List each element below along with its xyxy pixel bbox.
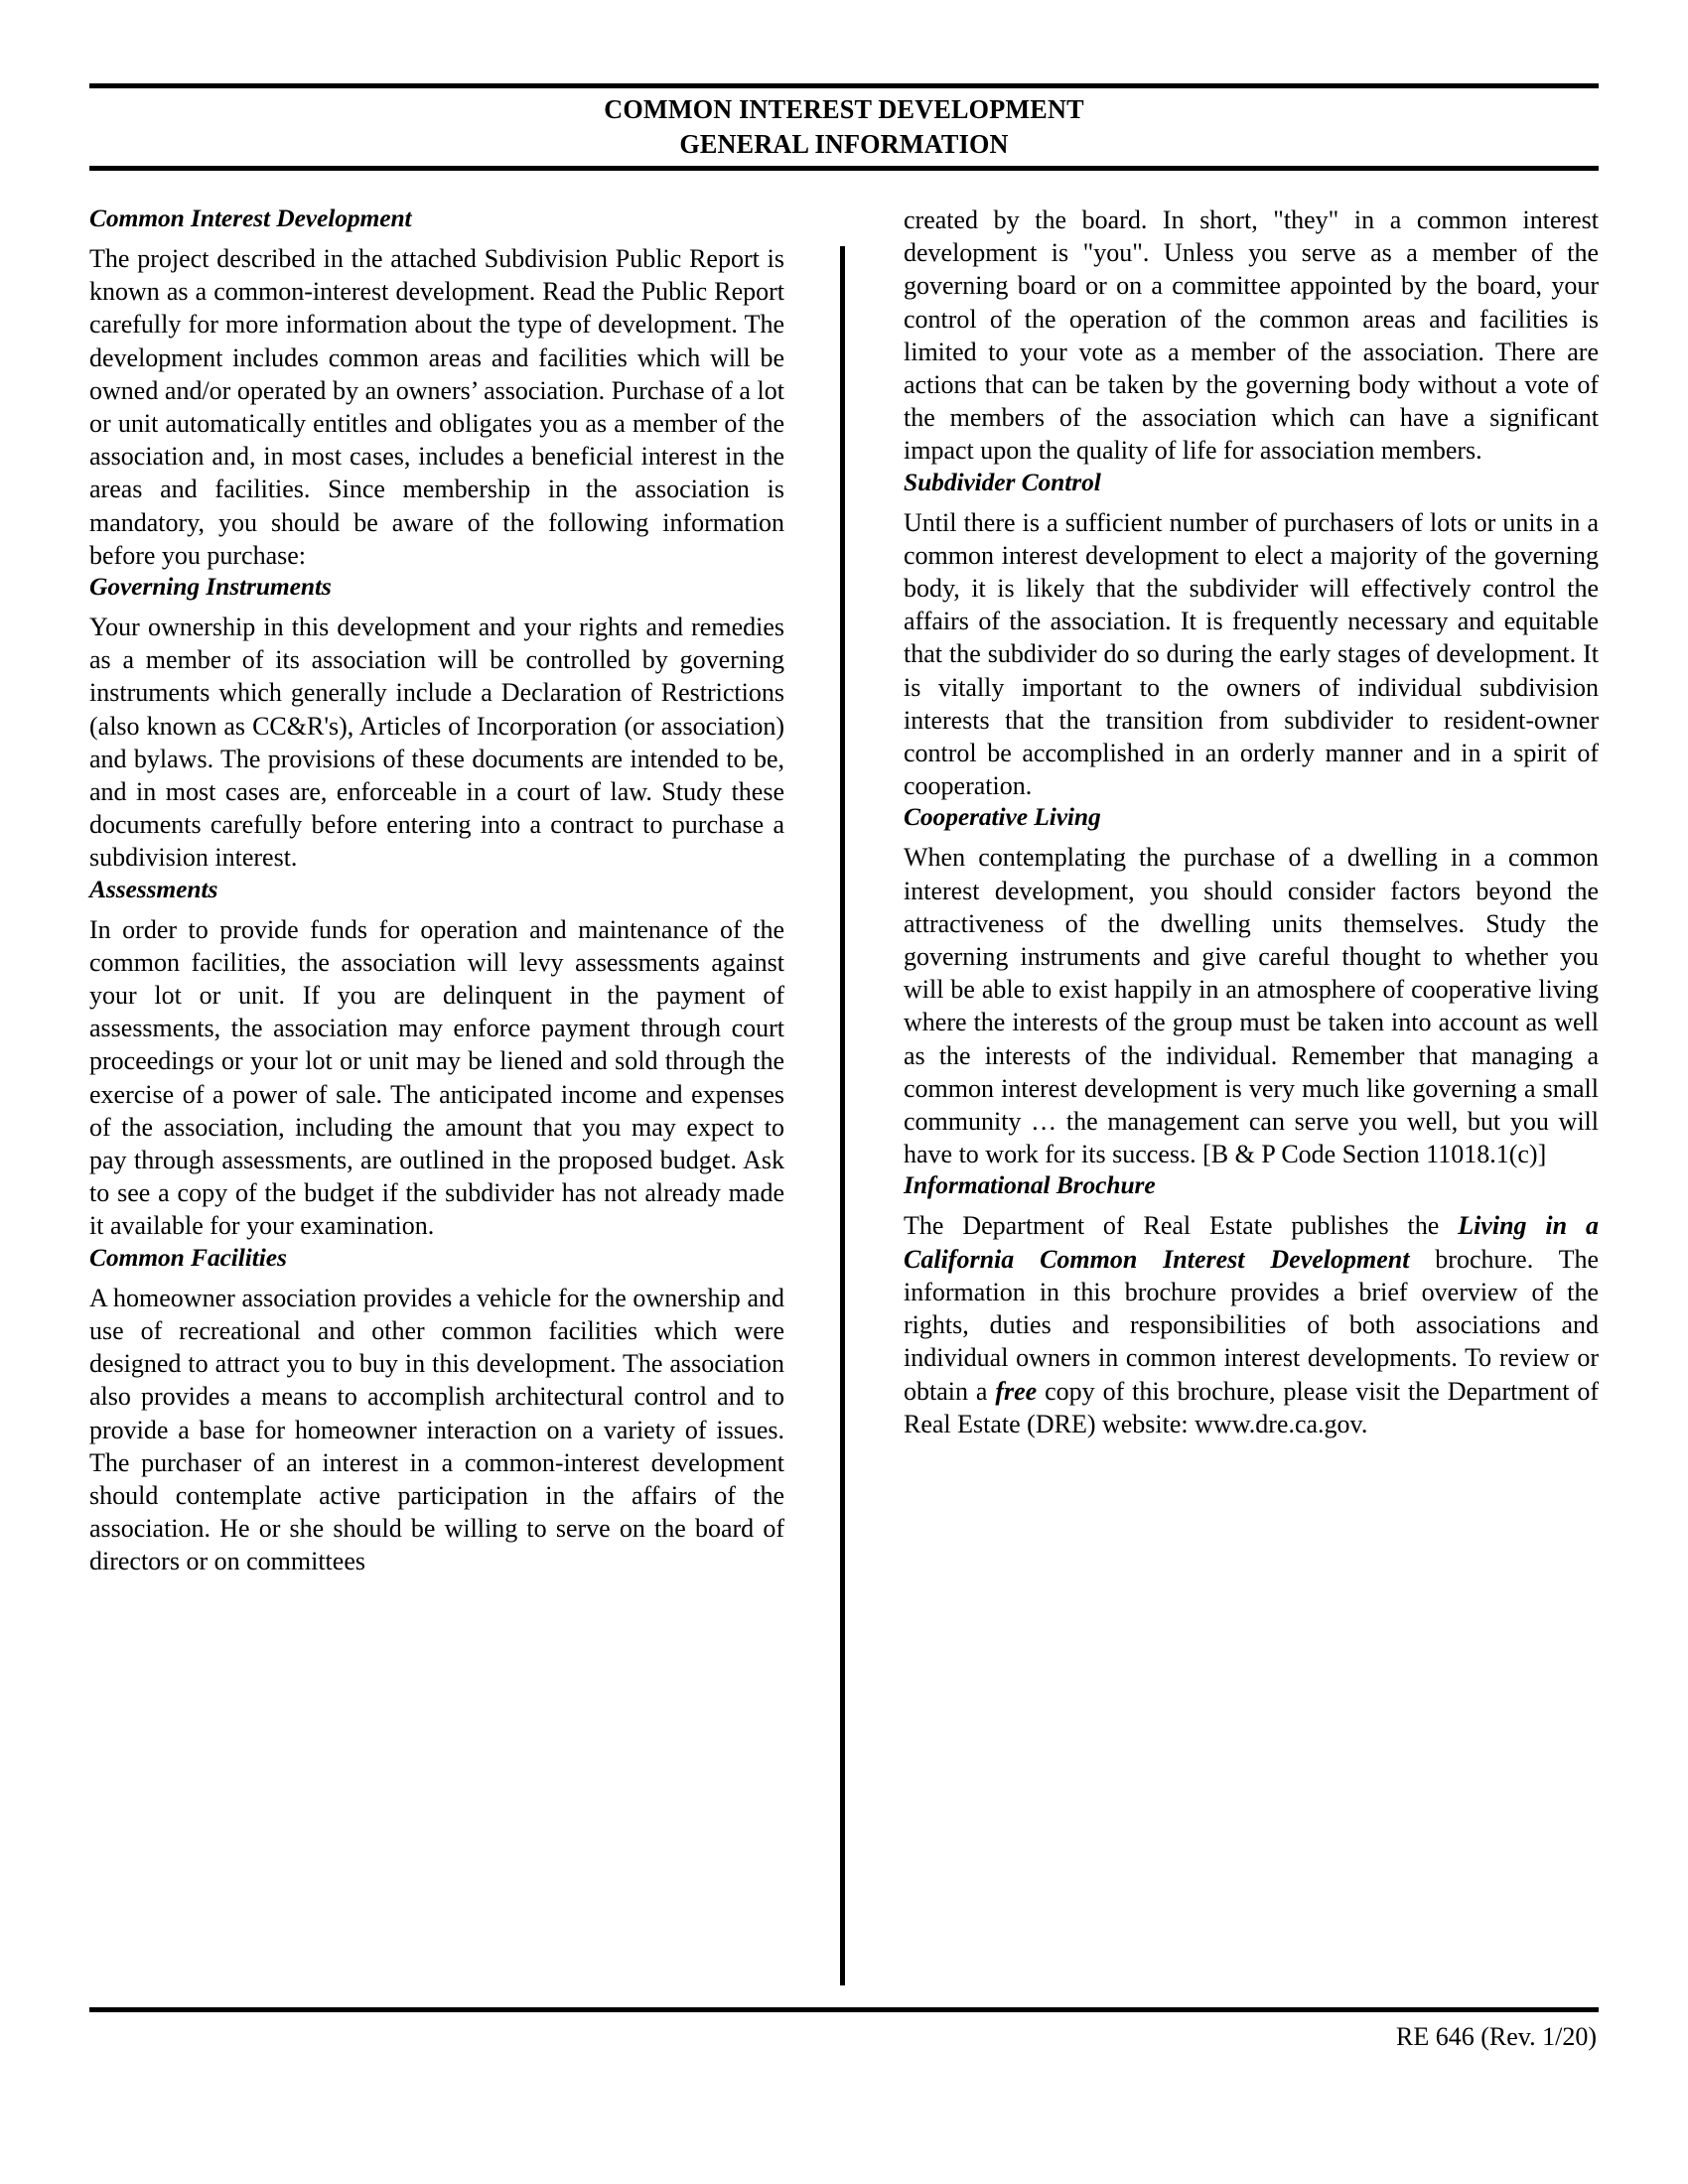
section-paragraph: created by the board. In short, "they" in a common interest development is "you". Unless you serve as a member of the governing board or on a committee appointed by the board, your control of the operation of the common areas and facilities is limited to your vote as a member of the association. There are actions that can be taken by the governing body without a vote of the members of the association which can have a significant impact upon the quality of life for association members. xyxy=(904,205,1599,466)
page-title xyxy=(89,88,1599,164)
section-common-interest-development xyxy=(89,204,784,572)
section-assessments xyxy=(89,875,784,1243)
section-continuation xyxy=(904,204,1599,468)
body-columns xyxy=(89,204,1599,1980)
page-title-line-2: GENERAL INFORMATION xyxy=(679,129,1009,159)
section-governing-instruments xyxy=(89,572,784,875)
section-paragraph: The project described in the attached Subdivision Public Report is known as a common-interest development. Read the Public Report carefully for more information about the type of development. The development includes common areas and facilities which will be owned and/or operated by an owners’ association. Purchase of a lot or unit automatically entitles and obligates you as a member of the association and, in most cases, includes a beneficial interest in the areas and facilities. Since membership in the association is mandatory, you should be aware of the following information before you purchase: xyxy=(89,244,784,570)
section-heading: Informational Brochure xyxy=(904,1170,1156,1200)
section-paragraph-rich: The Department of Real Estate publishes the Living in a California Common Interest Development brochure. The information in this brochure provides a brief overview of the rights, duties and responsibilities of both associations and individual owners in common interest developments. To review or obtain a free copy of this brochure, please visit the Department of Real Estate (DRE) website: www.dre.ca.gov. xyxy=(904,1211,1599,1438)
section-cooperative-living xyxy=(904,802,1599,1170)
form-number: RE 646 (Rev. 1/20) xyxy=(1396,2022,1597,2051)
emphasized-run: free xyxy=(995,1376,1038,1406)
section-heading: Governing Instruments xyxy=(89,572,332,602)
section-paragraph: When contemplating the purchase of a dwelling in a common interest development, you should consider factors beyond the attractiveness of the dwelling units themselves. Study the governing instruments and give careful thought to whether you will be able to exist happily in an atmosphere of cooperative living where the interests of the group must be taken into account as well as the interests of the individual. Remember that managing a common interest development is very much like governing a small community … the management can serve you well, but you will have to work for its success. [B & P Code Section 11018.1(c)] xyxy=(904,843,1599,1169)
section-paragraph: A homeowner association provides a vehicle for the ownership and use of recreational and other common facilities which were designed to attract you to buy in this development. The association also provides a means to accomplish architectural control and to provide a base for homeowner interaction on a variety of issues. The purchaser of an interest in a common-interest development should contemplate active participation in the affairs of the association. He or she should be willing to serve on the board of directors or on committees xyxy=(89,1283,784,1576)
column-right xyxy=(904,204,1599,1980)
section-heading: Common Interest Development xyxy=(89,204,412,232)
section-heading: Subdivider Control xyxy=(904,467,1101,496)
section-paragraph: In order to provide funds for operation and maintenance of the common facilities, the association will levy assessments against your lot or unit. If you are delinquent in the payment of assessments, the association may enforce payment through court proceedings or your lot or unit may be liened and sold through the exercise of a power of sale. The anticipated income and expenses of the association, including the amount that you may expect to pay through assessments, are outlined in the proposed budget. Ask to see a copy of the budget if the subdivider has not already made it available for your examination. xyxy=(89,914,784,1241)
page-header xyxy=(89,83,1599,171)
section-informational-brochure xyxy=(904,1170,1599,1439)
page-title-line-1: COMMON INTEREST DEVELOPMENT xyxy=(604,94,1084,124)
section-subdivider-control xyxy=(904,468,1599,803)
section-heading: Common Facilities xyxy=(89,1242,287,1272)
page-footer xyxy=(89,2007,1599,2054)
column-left xyxy=(89,204,784,1980)
section-heading: Assessments xyxy=(89,874,218,903)
header-rule-bottom xyxy=(89,166,1599,171)
emphasized-run: Living in a California Common Interest Development xyxy=(904,1211,1599,1274)
section-common-facilities xyxy=(89,1243,784,1578)
section-paragraph: Your ownership in this development and your rights and remedies as a member of its association will be controlled by governing instruments which generally include a Declaration of Restrictions (also known as CC&R's), Articles of Incorporation (or association) and bylaws. The provisions of these documents are intended to be, and in most cases are, enforceable in a court of law. Study these documents carefully before entering into a contract to purchase a subdivision interest. xyxy=(89,613,784,873)
section-heading: Cooperative Living xyxy=(904,802,1101,832)
section-paragraph: Until there is a sufficient number of purchasers of lots or units in a common interest development to elect a majority of the governing body, it is likely that the subdivider will effectively control the affairs of the association. It is frequently necessary and equitable that the subdivider do so during the early stages of development. It is vitally important to the owners of individual subdivision interests that the transition from subdivider to resident-owner control be accomplished in an orderly manner and in a spirit of cooperation. xyxy=(904,507,1599,801)
